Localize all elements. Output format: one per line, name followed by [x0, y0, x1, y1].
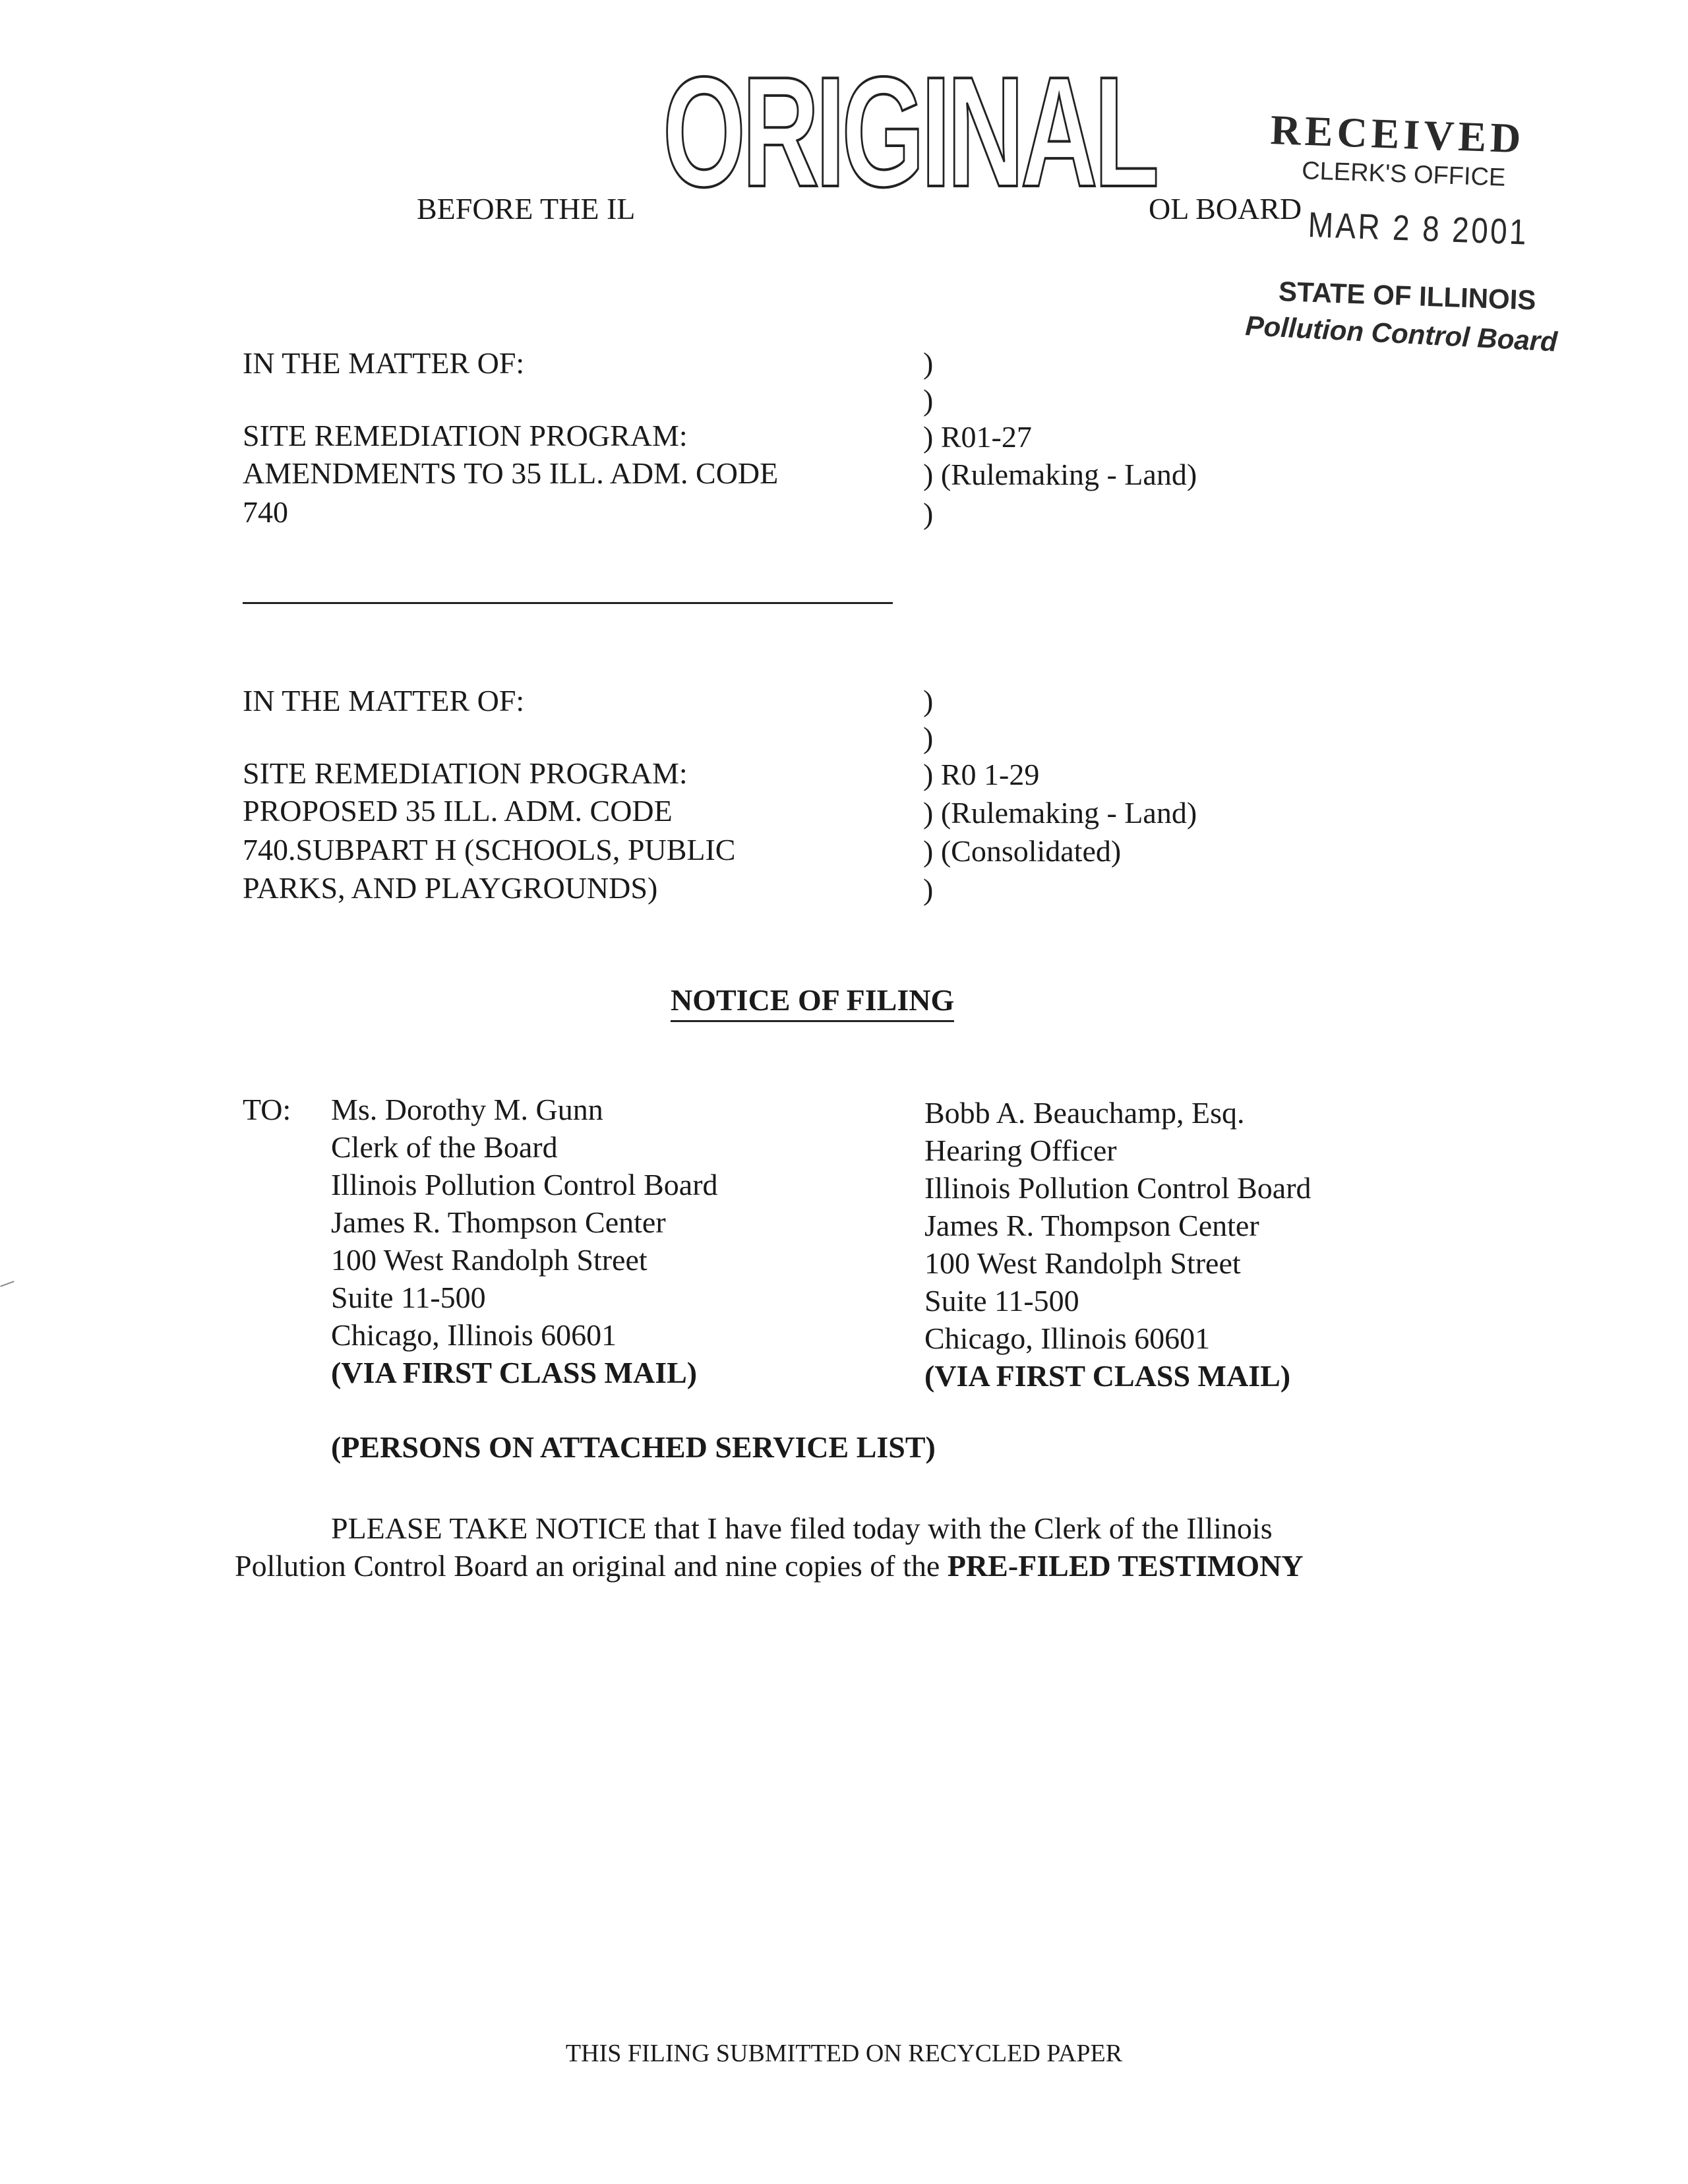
address-line: Illinois Pollution Control Board: [331, 1168, 718, 1201]
caption1-type: ) (Rulemaking - Land): [923, 458, 1197, 491]
caption2-paren: ): [923, 872, 934, 906]
caption1-paren: ): [923, 383, 934, 417]
received-title: RECEIVED: [1269, 106, 1526, 162]
address-line: Bobb A. Beauchamp, Esq.: [924, 1096, 1245, 1130]
address-line: Suite 11-500: [924, 1284, 1079, 1318]
caption1-line: 740: [243, 495, 288, 529]
caption2-line: SITE REMEDIATION PROGRAM:: [243, 756, 688, 790]
caption1-docket: ) R01-27: [923, 420, 1032, 454]
caption1-line: AMENDMENTS TO 35 ILL. ADM. CODE: [243, 456, 779, 490]
address-line: Hearing Officer: [924, 1134, 1117, 1167]
address-line: Ms. Dorothy M. Gunn: [331, 1093, 603, 1126]
caption2-docket: ) R0 1-29: [923, 758, 1040, 791]
header-left-text: BEFORE THE IL: [417, 192, 636, 226]
state-of-illinois: STATE OF ILLINOIS: [1278, 276, 1537, 316]
footer-note: THIS FILING SUBMITTED ON RECYCLED PAPER: [565, 2040, 1123, 2067]
testimony-title: PRE-FILED TESTIMONY: [947, 1549, 1304, 1583]
notice-body-line-1: PLEASE TAKE NOTICE that I have filed today with the Clerk of the Illinois: [331, 1511, 1273, 1545]
received-stamp: [1240, 106, 1648, 369]
caption2-line: IN THE MATTER OF:: [243, 684, 525, 717]
delivery-method: (VIA FIRST CLASS MAIL): [924, 1359, 1291, 1393]
address-line: Clerk of the Board: [331, 1130, 558, 1164]
to-label: TO:: [243, 1093, 291, 1126]
address-line: Chicago, Illinois 60601: [924, 1321, 1211, 1355]
service-list-note: (PERSONS ON ATTACHED SERVICE LIST): [331, 1430, 936, 1464]
address-line: 100 West Randolph Street: [331, 1243, 648, 1277]
caption1-line: SITE REMEDIATION PROGRAM:: [243, 419, 688, 452]
caption2-consolidated: ) (Consolidated): [923, 834, 1122, 868]
caption1-line: IN THE MATTER OF:: [243, 346, 525, 380]
address-line: James R. Thompson Center: [924, 1209, 1259, 1242]
caption2-line: PARKS, AND PLAYGROUNDS): [243, 871, 658, 905]
caption1-paren: ): [923, 346, 934, 380]
caption2-paren: ): [923, 684, 934, 717]
delivery-method: (VIA FIRST CLASS MAIL): [331, 1356, 698, 1389]
received-date: MAR 2 8 2001: [1307, 204, 1529, 253]
notice-title: NOTICE OF FILING: [671, 983, 954, 1022]
caption-divider: [243, 602, 893, 604]
address-line: 100 West Randolph Street: [924, 1246, 1241, 1280]
margin-mark: [0, 1281, 14, 1287]
pollution-control-board: Pollution Control Board: [1244, 310, 1558, 357]
address-line: James R. Thompson Center: [331, 1205, 666, 1239]
caption2-type: ) (Rulemaking - Land): [923, 796, 1197, 830]
caption2-line: PROPOSED 35 ILL. ADM. CODE: [243, 794, 673, 828]
caption1-paren: ): [923, 497, 934, 530]
clerk-office: CLERK'S OFFICE: [1301, 157, 1507, 192]
header-right-text: OL BOARD: [1149, 192, 1302, 226]
caption2-line: 740.SUBPART H (SCHOOLS, PUBLIC: [243, 833, 736, 866]
address-line: Chicago, Illinois 60601: [331, 1318, 617, 1352]
original-stamp: ORIGINAL: [663, 45, 1156, 220]
caption2-paren: ): [923, 721, 934, 754]
notice-body-text: Pollution Control Board an original and nine copies of the: [235, 1549, 948, 1583]
address-line: Illinois Pollution Control Board: [924, 1171, 1311, 1205]
notice-body-line-2: [235, 1551, 1304, 1581]
address-line: Suite 11-500: [331, 1281, 486, 1314]
